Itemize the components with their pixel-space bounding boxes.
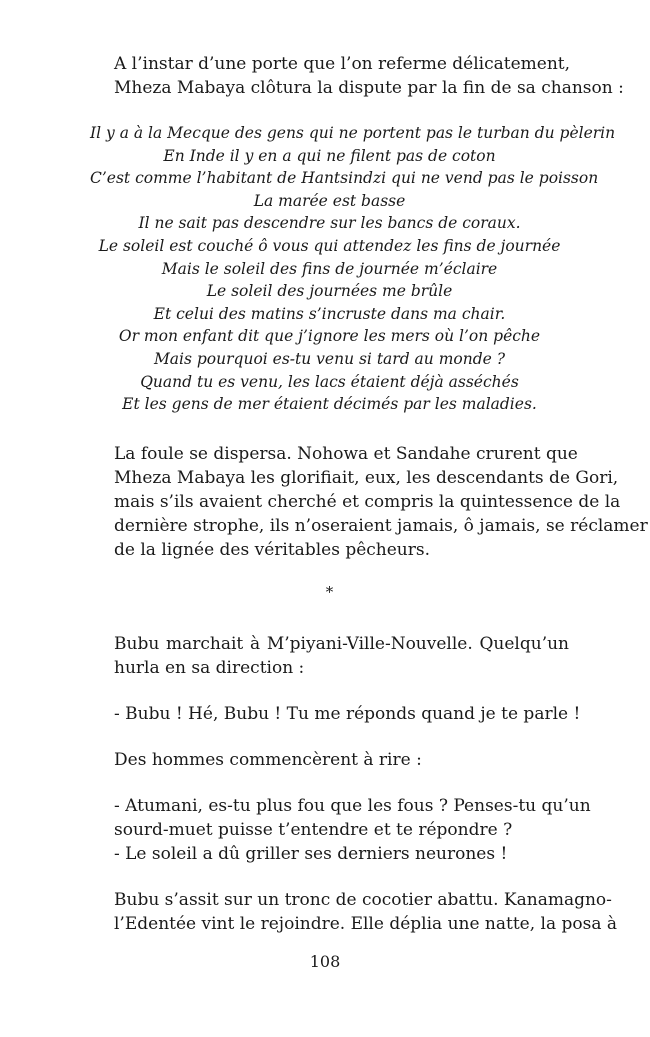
poem-verse: Quand tu es venu, les lacs étaient déjà asséchés	[140, 372, 519, 391]
poem-verse: La marée est basse	[253, 191, 406, 210]
text-line: Des hommes commencèrent à rire :	[114, 749, 422, 770]
text-line: La foule se dispersa. Nohowa et Sandahe crurent que	[114, 443, 578, 464]
page-body	[90, 52, 648, 936]
poem-verse: En Inde il y en a qui ne filent pas de coton	[163, 146, 496, 165]
text-line: Mheza Mabaya les glorifiait, eux, les descendants de Gori,	[114, 467, 619, 488]
poem-verse: Il ne sait pas descendre sur les bancs de coraux.	[138, 214, 521, 233]
paragraph-laugh	[90, 748, 569, 772]
text-line: hurla en sa direction :	[114, 657, 305, 678]
text-line: A l’instar d’une porte que l’on referme délicatement,	[114, 54, 571, 74]
text-line: Bubu marchait à M’piyani-Ville-Nouvelle. Quelqu’un	[114, 633, 569, 654]
poem-verse: Le soleil est couché ô vous qui attendez les fins de journée	[98, 236, 561, 255]
poem-verse: Mais le soleil des fins de journée m’éclaire	[161, 259, 498, 278]
dialogue-line	[90, 702, 581, 726]
paragraph-bubu	[90, 632, 569, 680]
text-line: l’Edentée vint le rejoindre. Elle déplia une natte, la posa à	[114, 913, 618, 934]
text-line: de la lignée des véritables pêcheurs.	[114, 539, 431, 560]
text-line: Bubu s’assit sur un tronc de cocotier abattu. Kanamagno-	[114, 889, 612, 910]
text-line: mais s’ils avaient cherché et compris la quintessence de la	[114, 491, 621, 512]
dialogue-line	[90, 842, 569, 866]
poem-verse: Il y a à la Mecque des gens qui ne portent pas le turban du pèlerin	[90, 124, 616, 142]
text-line: sourd-muet puisse t’entendre et te répondre ?	[114, 819, 513, 840]
poem-verse: Mais pourquoi es-tu venu si tard au monde ?	[153, 349, 506, 368]
text-line: Mheza Mabaya clôtura la dispute par la fin de sa chanson :	[114, 78, 624, 98]
dialogue-line	[90, 794, 591, 842]
paragraph-crowd	[90, 442, 648, 562]
poem	[90, 122, 616, 416]
paragraph-intro	[90, 52, 624, 100]
poem-verse: Le soleil des journées me brûle	[206, 282, 453, 301]
page-number: 108	[309, 952, 341, 971]
paragraph-kanamagno	[90, 888, 618, 936]
poem-verse: Et les gens de mer étaient décimés par les maladies.	[122, 395, 537, 414]
poem-verse: C’est comme l’habitant de Hantsindzi qui ne vend pas le poisson	[90, 169, 599, 188]
text-line: - Bubu ! Hé, Bubu ! Tu me réponds quand je te parle !	[114, 703, 581, 724]
poem-verse: Or mon enfant dit que j’ignore les mers où l’on pêche	[118, 327, 541, 346]
text-line: - Le soleil a dû griller ses derniers neurones !	[114, 843, 508, 864]
text-line: dernière strophe, ils n’oseraient jamais, ô jamais, se réclamer	[114, 515, 648, 536]
text-line: - Atumani, es-tu plus fou que les fous ? Penses-tu qu’un	[114, 795, 591, 816]
poem-verse: Et celui des matins s’incruste dans ma chair.	[153, 304, 506, 323]
section-separator: *	[325, 582, 334, 601]
